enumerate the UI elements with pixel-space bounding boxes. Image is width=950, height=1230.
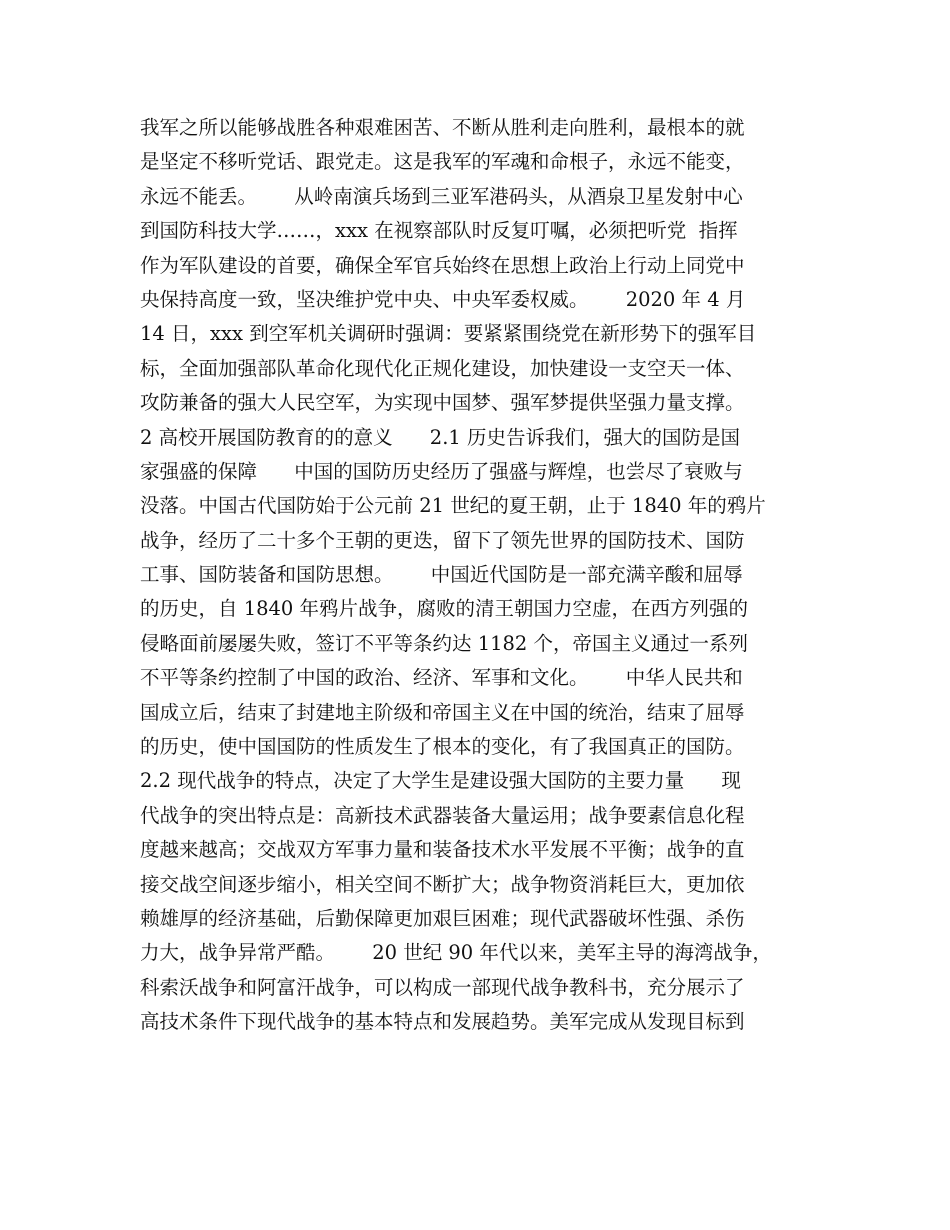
text-line: 的历史，使中国国防的性质发生了根本的变化，有了我国真正的国防。 <box>140 735 745 759</box>
text-line: 作为军队建设的首要，确保全军官兵始终在思想上政治上行动上同党中 <box>140 253 745 277</box>
text-line: 到国防科技大学……，xxx 在视察部队时反复叮嘱，必须把听党 指挥 <box>140 219 738 243</box>
text-line: 不平等条约控制了中国的政治、经济、军事和文化。 中华人民共和 <box>140 666 743 690</box>
text-line: 标，全面加强部队革命化现代化正规化建设，加快建设一支空天一体、 <box>140 356 745 380</box>
text-line: 是坚定不移听党话、跟党走。这是我军的军魂和命根子，永远不能变， <box>140 150 745 174</box>
text-line: 度越来越高；交战双方军事力量和装备技术水平发展不平衡；战争的直 <box>140 838 745 862</box>
text-line: 战争，经历了二十多个王朝的更迭，留下了领先世界的国防技术、国防 <box>140 528 745 552</box>
text-line: 赖雄厚的经济基础，后勤保障更加艰巨困难；现代武器破坏性强、杀伤 <box>140 906 745 930</box>
text-line: 2 高校开展国防教育的的意义 2.1 历史告诉我们，强大的国防是国 <box>140 425 741 449</box>
text-line: 科索沃战争和阿富汗战争，可以构成一部现代战争教科书，充分展示了 <box>140 975 745 999</box>
text-line: 工事、国防装备和国防思想。 中国近代国防是一部充满辛酸和屈辱 <box>140 563 743 587</box>
text-line: 国成立后，结束了封建地主阶级和帝国主义在中国的统治，结束了屈辱 <box>140 700 745 724</box>
text-line: 家强盛的保障 中国的国防历史经历了强盛与辉煌，也尝尽了衰败与 <box>140 459 743 483</box>
text-line: 14 日，xxx 到空军机关调研时强调：要紧紧围绕党在新形势下的强军目 <box>140 322 757 346</box>
text-line: 央保持高度一致，坚决维护党中央、中央军委权威。 2020 年 4 月 <box>140 287 746 311</box>
text-line: 攻防兼备的强大人民空军，为实现中国梦、强军梦提供坚强力量支撑。 <box>140 391 745 415</box>
text-line: 力大，战争异常严酷。 20 世纪 90 年代以来，美军主导的海湾战争， <box>140 941 772 965</box>
text-line: 接交战空间逐步缩小，相关空间不断扩大；战争物资消耗巨大，更加依 <box>140 872 745 896</box>
text-line: 永远不能丢。 从岭南演兵场到三亚军港码头，从酒泉卫星发射中心 <box>140 184 743 208</box>
text-line: 代战争的突出特点是：高新技术武器装备大量运用；战争要素信息化程 <box>140 803 745 827</box>
text-line: 侵略面前屡屡失败，签订不平等条约达 1182 个，帝国主义通过一系列 <box>140 631 749 655</box>
body-text <box>140 111 830 1040</box>
text-line: 我军之所以能够战胜各种艰难困苦、不断从胜利走向胜利，最根本的就 <box>140 116 745 139</box>
text-line: 的历史，自 1840 年鸦片战争，腐败的清王朝国力空虚，在西方列强的 <box>140 597 749 621</box>
text-line: 高技术条件下现代战争的基本特点和发展趋势。美军完成从发现目标到 <box>140 1010 745 1034</box>
text-line: 2.2 现代战争的特点，决定了大学生是建设强大国防的主要力量 现 <box>140 769 741 793</box>
text-line: 没落。中国古代国防始于公元前 21 世纪的夏王朝，止于 1840 年的鸦片 <box>140 494 766 518</box>
